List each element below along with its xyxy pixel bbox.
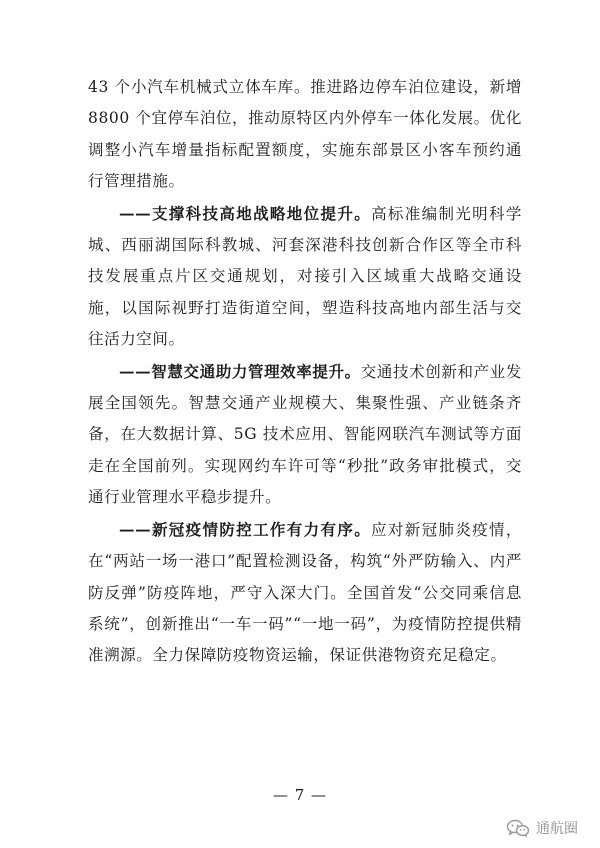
paragraph-heading: ——新冠疫情防控工作有力有序。 — [119, 519, 372, 539]
page-number: — 7 — — [272, 786, 328, 804]
source-watermark — [506, 818, 578, 838]
wechat-icon — [506, 819, 530, 837]
paragraph-text: 交通技术创新和产业发展全国领先。智慧交通产业规模大、集聚性强、产业链条齐备，在大数据计算、5G 技术应用、智能网联汽车测试等方面走在全国前列。实现网约车许可等“秒批”政务审批模式，交通行业管理水平稳步提升。 — [88, 362, 522, 507]
paragraph-smart-transport — [88, 356, 522, 514]
paragraph-tech-highland — [88, 198, 522, 356]
paragraph-text: 应对新冠肺炎疫情，在“两站一场一港口”配置检测设备，构筑“外严防输入、内严防反弹”防疫阵地，严守入深大门。全国首发“公交同乘信息系统”，创新推出“一车一码”“一地一码”，为疫情防控提供精准溯源。全力保障防疫物资运输，保证供港物资充足稳定。 — [88, 520, 522, 665]
document-body — [88, 72, 522, 672]
watermark-label: 通航圈 — [536, 821, 578, 837]
paragraph-parking — [88, 72, 522, 198]
paragraph-text: 高标准编制光明科学城、西丽湖国际科教城、河套深港科技创新合作区等全市科技发展重点片区交通规划，对接引入区域重大战略交通设施，以国际视野打造街道空间，塑造科技高地内部生活与交往活力空间。 — [88, 204, 522, 349]
paragraph-heading: ——智慧交通助力管理效率提升。 — [119, 361, 361, 381]
paragraph-text: 43 个小汽车机械式立体车库。推进路边停车泊位建设，新增 8800 个宜停车泊位，推动原特区内外停车一体化发展。优化调整小汽车增量指标配置额度，实施东部景区小客车预约通行管理措施。 — [88, 78, 522, 191]
paragraph-heading: ——支撑科技高地战略地位提升。 — [119, 203, 372, 223]
paragraph-covid-control — [88, 514, 522, 672]
